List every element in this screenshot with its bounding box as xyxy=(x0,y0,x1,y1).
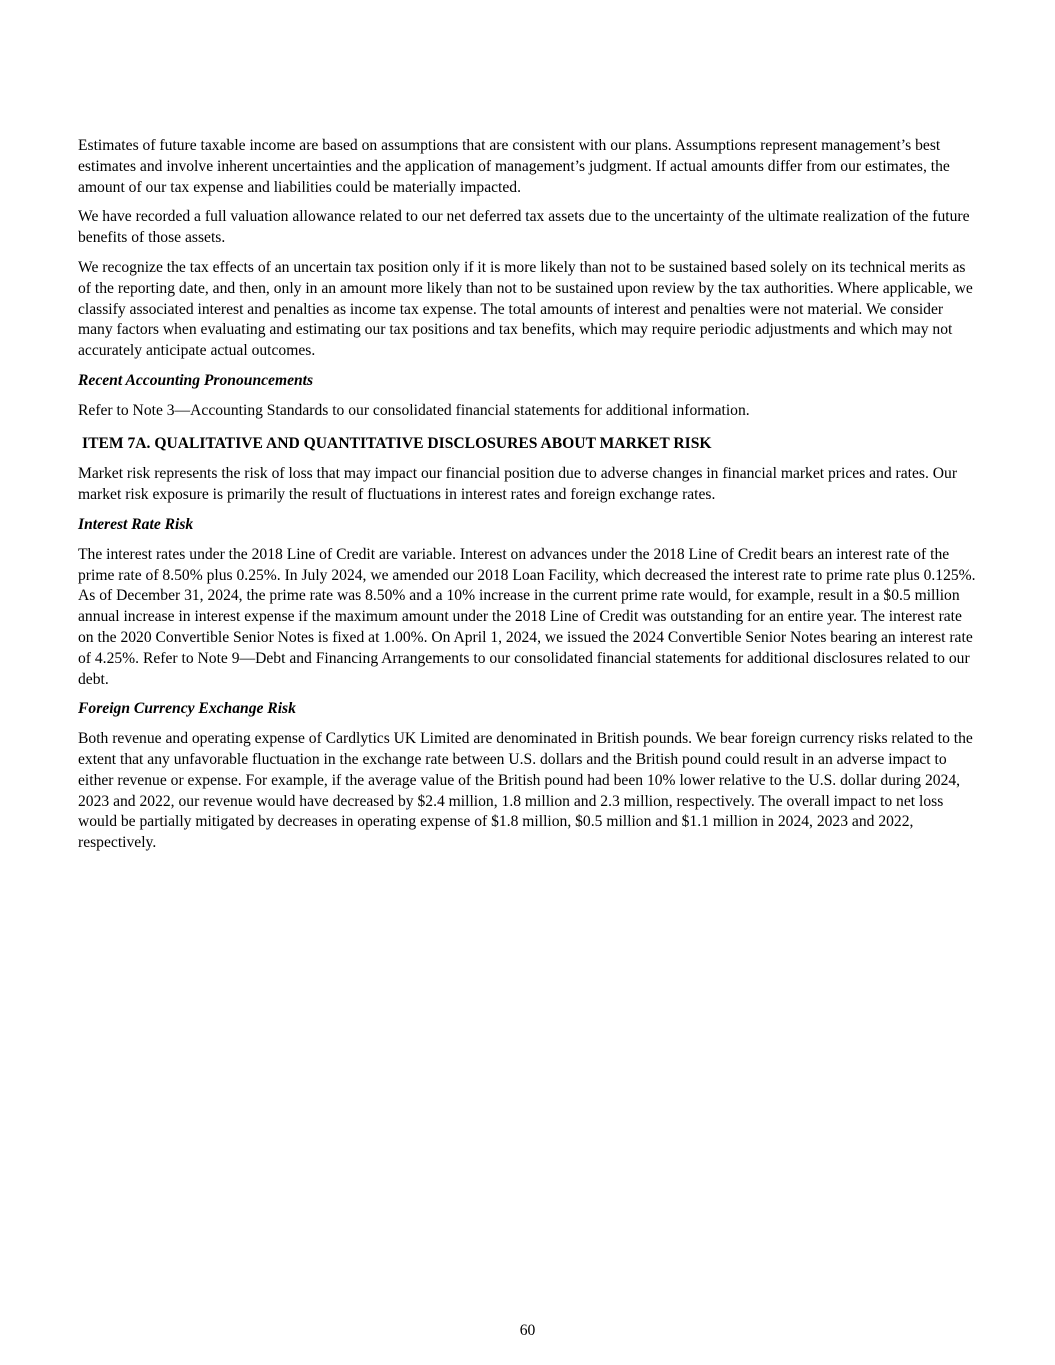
paragraph-uncertain-tax-positions: We recognize the tax effects of an uncertain tax position only if it is more likely than not to be sustained based solely on its technical merits as of the reporting date, and then, only in an amount more likely than not to be sustained upon review by the tax authorities. Where applicable, we classify associated interest and penalties as income tax expense. The total amounts of interest and penalties were not material. We consider many factors when evaluating and estimating our tax positions and tax benefits, which may require periodic adjustments and which may not accurately anticipate actual outcomes. xyxy=(78,258,973,360)
fx-risk-heading: Foreign Currency Exchange Risk xyxy=(78,700,296,718)
recent-accounting-body: Refer to Note 3—Accounting Standards to our consolidated financial statements for additional information. xyxy=(78,401,750,419)
page-number: 60 xyxy=(519,1322,536,1339)
paragraph-valuation-allowance: We have recorded a full valuation allowance related to our net deferred tax assets due to the uncertainty of the ultimate realization of the future benefits of those assets. xyxy=(78,208,970,247)
fx-risk-body: Both revenue and operating expense of Cardlytics UK Limited are denominated in British pounds. We bear foreign currency risks related to the extent that any unfavorable fluctuation in the exchange rate between U.S. dollars and the British pound could result in an adverse impact to either revenue or expense. For example, if the average value of the British pound had been 10% lower relative to the U.S. dollar during 2024, 2023 and 2022, our revenue would have decreased by $2.4 million, 1.8 million and 2.3 million, respectively. The overall impact to net loss would be partially mitigated by decreases in operating expense of $1.8 million, $0.5 million and $1.1 million in 2024, 2023 and 2022, respectively. xyxy=(78,730,973,852)
document-page xyxy=(78,136,980,863)
recent-accounting-heading: Recent Accounting Pronouncements xyxy=(78,371,314,389)
interest-rate-risk-body: The interest rates under the 2018 Line of Credit are variable. Interest on advances under the 2018 Line of Credit bears an interest rate of the prime rate of 8.50% plus 0.25%. In July 2024, we amended our 2018 Loan Facility, which decreased the interest rate to prime rate plus 0.125%. As of December 31, 2024, the prime rate was 8.50% and a 10% increase in the current prime rate would, for example, result in a $0.5 million annual increase in interest expense if the maximum amount under the 2018 Line of Credit was outstanding for an entire year. The interest rate on the 2020 Convertible Senior Notes is fixed at 1.00%. On April 1, 2024, we issued the 2024 Convertible Senior Notes bearing an interest rate of 4.25%. Refer to Note 9—Debt and Financing Arrangements to our consolidated financial statements for additional disclosures related to our debt. xyxy=(78,545,976,688)
interest-rate-risk-heading: Interest Rate Risk xyxy=(78,515,194,533)
item-7a-intro: Market risk represents the risk of loss that may impact our financial position due to adverse changes in financial market prices and rates. Our market risk exposure is primarily the result of fluctuations in interest rates and foreign exchange rates. xyxy=(78,465,958,504)
paragraph-taxable-income-estimates: Estimates of future taxable income are based on assumptions that are consistent with our plans. Assumptions represent management’s best estimates and involve inherent uncertainties and the application of management’s judgment. If actual amounts differ from our estimates, the amount of our tax expense and liabilities could be materially impacted. xyxy=(78,137,950,196)
item-7a-heading: ITEM 7A. QUALITATIVE AND QUANTITATIVE DISCLOSURES ABOUT MARKET RISK xyxy=(82,434,712,452)
